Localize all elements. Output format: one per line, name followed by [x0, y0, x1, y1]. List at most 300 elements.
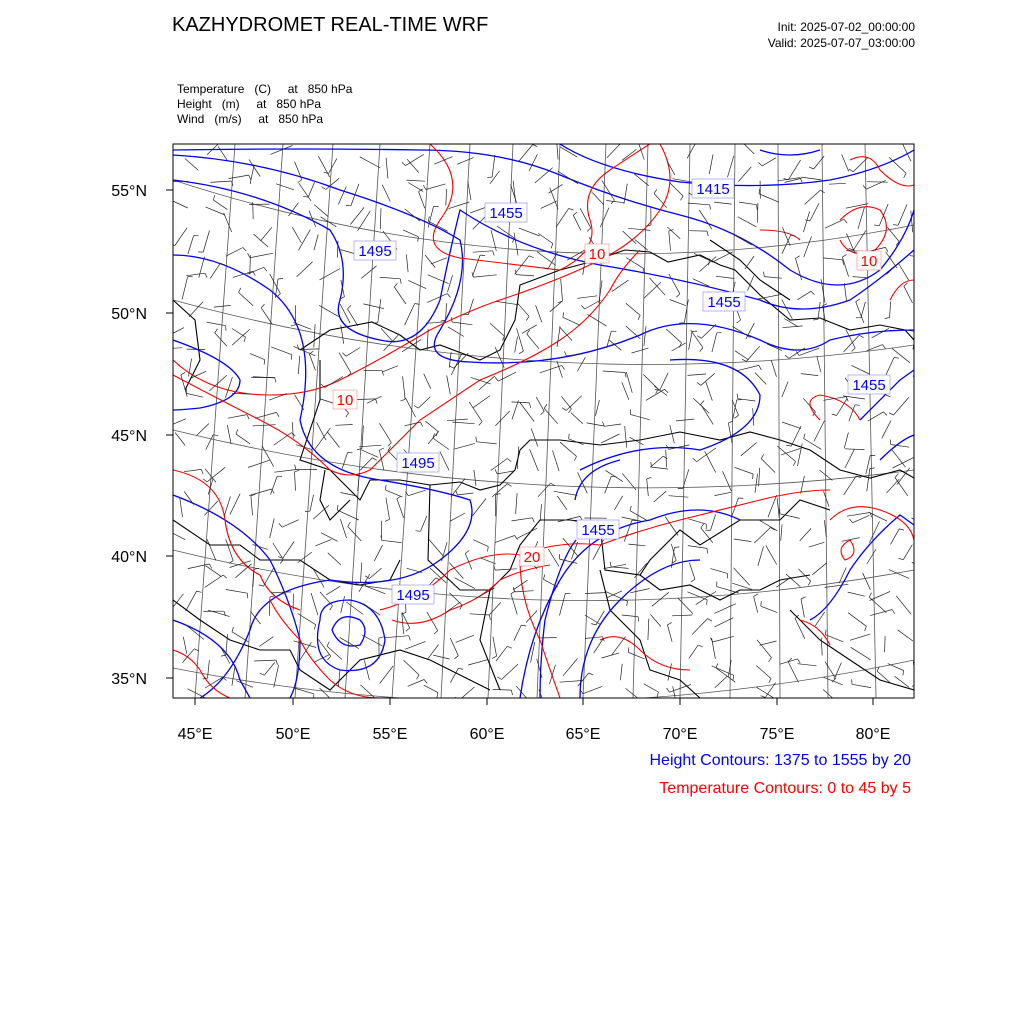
wind-barb	[206, 207, 225, 215]
wind-barb	[530, 449, 539, 471]
wind-barb	[259, 637, 273, 647]
wind-barb	[846, 204, 869, 209]
wind-barb-feather	[544, 404, 547, 408]
wind-barb	[249, 159, 260, 176]
wind-barb-feather	[458, 668, 463, 669]
wind-barb	[473, 396, 490, 408]
wind-barb	[183, 637, 187, 654]
wind-barb	[404, 660, 419, 675]
wind-barb	[558, 171, 578, 184]
wind-barb	[737, 365, 759, 370]
wind-barb-feather	[769, 679, 771, 684]
wind-barb	[454, 443, 475, 449]
wind-barb	[846, 329, 855, 348]
wind-barb-feather	[295, 465, 296, 470]
wind-barb	[250, 164, 254, 184]
wind-barb	[405, 641, 426, 649]
wind-barb-feather	[852, 348, 856, 351]
wind-barb	[648, 619, 649, 640]
wind-barb-feather	[611, 200, 614, 204]
wind-barb	[447, 419, 468, 421]
wind-barb	[913, 357, 923, 377]
wind-barb	[603, 371, 625, 373]
wind-barb-feather	[754, 594, 758, 597]
wind-barb-feather	[519, 351, 523, 354]
wind-barb-feather	[270, 596, 275, 597]
wind-barb	[419, 192, 425, 209]
wind-barb	[342, 453, 347, 469]
wind-barb	[337, 510, 359, 520]
temperature-contour-labels	[333, 244, 881, 566]
wind-barb	[490, 323, 504, 336]
wind-barb	[442, 542, 447, 561]
wind-barb	[837, 398, 848, 415]
wind-barb	[226, 590, 247, 594]
wind-barb	[669, 274, 680, 294]
svg-text:1455: 1455	[489, 205, 523, 222]
wind-barb	[469, 402, 482, 422]
wind-barb-feather	[385, 485, 386, 490]
wind-barb-feather	[903, 671, 904, 676]
wind-barb	[914, 179, 937, 180]
wind-barb-feather	[232, 627, 234, 632]
wind-barb	[853, 515, 870, 523]
wind-barb	[723, 471, 732, 491]
wind-barb	[869, 597, 886, 613]
wind-barb	[207, 539, 216, 560]
wind-barb	[754, 528, 770, 544]
wind-barb	[818, 302, 820, 319]
wind-barb	[845, 449, 865, 450]
height-label-1495-central	[397, 453, 439, 472]
wind-barb-feather	[447, 294, 450, 298]
wind-barb	[397, 499, 404, 518]
wind-barb	[622, 382, 629, 400]
wind-barb-feather	[869, 593, 871, 597]
wind-barb	[606, 470, 623, 481]
wind-barb	[314, 235, 318, 251]
wind-barb	[207, 322, 226, 326]
wind-barb	[669, 496, 689, 498]
wind-barb	[520, 403, 534, 422]
wind-barb	[867, 549, 876, 564]
wind-barb	[361, 266, 376, 279]
wind-barb	[852, 365, 870, 374]
wind-barb	[886, 479, 899, 493]
wind-barb-feather	[348, 522, 351, 526]
wind-barb-feather	[569, 208, 574, 210]
wind-barb	[895, 676, 910, 687]
latitude-labels	[111, 183, 147, 688]
wind-barb	[668, 664, 672, 681]
wind-barb	[626, 372, 632, 393]
wind-barb	[384, 334, 400, 351]
wind-barb-feather	[681, 196, 684, 200]
wind-barb-feather	[260, 673, 265, 675]
wind-barb	[405, 398, 415, 417]
wind-barb-feather	[291, 355, 292, 360]
wind-barb-feather	[708, 619, 712, 622]
wind-barb	[341, 596, 345, 613]
wind-barb	[596, 611, 604, 625]
wind-barb	[628, 228, 650, 230]
lat-label-50: 50°N	[111, 306, 147, 323]
wind-barb-feather	[568, 409, 571, 413]
svg-text:1455: 1455	[707, 294, 741, 311]
wind-barb	[310, 495, 314, 512]
wind-barb	[853, 277, 870, 278]
wind-barb-feather	[663, 456, 667, 459]
wind-barb-feather	[551, 244, 553, 249]
wind-barb	[560, 594, 566, 616]
wind-barb-feather	[693, 458, 697, 461]
wind-barb	[560, 442, 576, 456]
wind-barb	[670, 183, 684, 197]
wind-barb	[699, 210, 712, 229]
wind-barb-feather	[181, 372, 185, 375]
wind-barb-feather	[575, 556, 578, 560]
wind-barb-feather	[276, 660, 277, 665]
wind-barb-feather	[849, 169, 853, 172]
wind-barb	[204, 501, 218, 516]
wind-barb	[480, 558, 496, 564]
wind-barb	[761, 606, 778, 613]
wind-barb	[650, 614, 661, 626]
wind-barb	[804, 236, 812, 257]
wind-barb	[197, 424, 209, 436]
wind-barb	[512, 518, 533, 521]
wind-barb-feather	[277, 412, 280, 416]
wind-barb	[327, 432, 339, 448]
wind-barb-feather	[213, 195, 215, 200]
wind-barb	[236, 434, 250, 444]
wind-barb-feather	[753, 474, 754, 479]
wind-barb-feather	[667, 622, 671, 625]
wind-barb	[607, 591, 622, 598]
wind-barb	[167, 198, 188, 208]
wind-barb	[781, 524, 782, 540]
wind-barb	[701, 324, 716, 338]
temp-label-10-north	[585, 244, 609, 263]
wind-barb	[282, 520, 299, 528]
wind-barb	[262, 446, 274, 467]
wind-barb	[274, 433, 292, 446]
wind-barb	[406, 254, 408, 272]
wind-barb-feather	[346, 413, 349, 417]
wind-barb-feather	[844, 219, 847, 223]
wind-barb-feather	[904, 173, 906, 177]
wind-barb	[385, 490, 402, 497]
wind-barb	[626, 688, 643, 701]
wind-barb	[606, 201, 624, 203]
wind-barb	[199, 257, 205, 278]
wind-barb	[757, 203, 758, 223]
wind-barb	[563, 659, 578, 676]
wind-barb	[728, 423, 732, 443]
wind-barb	[890, 302, 891, 318]
wind-barb	[374, 545, 382, 561]
wind-barb-feather	[507, 459, 511, 462]
wind-barb	[329, 158, 337, 173]
wind-barb-feather	[785, 355, 789, 358]
wind-barb	[229, 175, 249, 179]
wind-barbs	[163, 137, 938, 712]
wind-barb-feather	[379, 448, 384, 450]
wind-barb-feather	[757, 205, 758, 210]
wind-barb	[358, 211, 371, 231]
lon-label-55: 55°E	[372, 726, 408, 743]
wind-barb	[788, 662, 798, 683]
wind-barb-feather	[761, 454, 764, 458]
wind-barb	[514, 233, 518, 256]
wind-barb-feather	[716, 663, 718, 668]
wind-barb	[777, 446, 795, 461]
height-label-1495-south	[392, 585, 434, 604]
wind-barb	[298, 356, 300, 374]
svg-text:1495: 1495	[358, 243, 392, 260]
wind-barb	[548, 184, 562, 193]
wind-barb	[577, 357, 585, 371]
wind-barb-feather	[372, 458, 376, 461]
wind-barb-feather	[674, 547, 679, 548]
wind-barb	[821, 638, 822, 656]
wind-barb-feather	[530, 403, 531, 408]
wind-barb	[624, 520, 632, 541]
wind-barb-feather	[511, 690, 512, 695]
wind-barb-feather	[904, 283, 908, 286]
wind-barb	[715, 676, 727, 688]
wind-barb	[261, 227, 273, 241]
wind-barb-feather	[197, 591, 202, 592]
height-label-1455-south	[577, 520, 619, 539]
wind-barb	[326, 586, 340, 595]
wind-barb-feather	[625, 373, 626, 378]
wind-barb	[850, 634, 870, 640]
wind-barb	[672, 615, 692, 616]
wind-barb	[434, 157, 452, 165]
wind-barb	[180, 497, 183, 517]
lon-label-45: 45°E	[177, 726, 213, 743]
wind-barb	[758, 520, 777, 531]
wind-barb-feather	[562, 408, 566, 411]
wind-barb	[910, 256, 933, 259]
wind-barb	[165, 348, 182, 349]
wind-barb	[433, 438, 449, 449]
wind-barb-feather	[764, 272, 765, 277]
wind-barb-feather	[209, 564, 211, 568]
wind-barb-feather	[899, 558, 904, 559]
wind-barb-feather	[893, 225, 898, 226]
wind-barb-feather	[449, 366, 453, 368]
wind-barb	[714, 202, 731, 204]
wind-barb	[468, 181, 471, 200]
wind-barb	[768, 495, 777, 517]
wind-barb	[186, 393, 203, 397]
wind-barb	[513, 580, 528, 590]
wind-barb	[788, 160, 800, 180]
wind-barb	[812, 563, 827, 575]
lon-label-75: 75°E	[759, 726, 795, 743]
wind-barb-feather	[638, 617, 639, 622]
svg-text:1495: 1495	[396, 587, 430, 604]
wind-barb-feather	[529, 256, 534, 258]
wind-barb	[232, 632, 248, 642]
wind-barb	[511, 594, 517, 615]
wind-barb	[232, 668, 235, 686]
wind-barb-feather	[402, 162, 406, 165]
wind-barb-feather	[856, 299, 860, 302]
wind-barb	[782, 326, 802, 328]
wind-barb	[879, 204, 888, 226]
wind-barb	[427, 329, 428, 350]
wind-barb	[823, 258, 843, 260]
wind-barb-feather	[544, 575, 545, 580]
wind-barb	[406, 180, 425, 181]
wind-barb	[270, 146, 292, 155]
wind-barb	[308, 182, 314, 197]
wind-barb	[844, 476, 857, 495]
wind-barb	[915, 581, 928, 591]
wind-barb	[705, 451, 716, 472]
wind-barb-feather	[937, 180, 938, 185]
wind-barb	[348, 527, 362, 542]
wind-barb	[848, 592, 865, 596]
wind-barb-feather	[394, 283, 397, 287]
wind-barb	[557, 361, 563, 378]
wind-barb	[715, 492, 731, 495]
wind-barb	[431, 258, 447, 264]
wind-barb-feather	[581, 305, 585, 309]
wind-barb	[764, 277, 782, 279]
wind-barb	[175, 228, 187, 246]
height-label-1455-north	[485, 203, 527, 222]
wind-barb-feather	[928, 571, 929, 576]
wind-barb	[271, 476, 278, 494]
wind-barb	[402, 614, 404, 634]
wind-barb	[224, 213, 232, 232]
wind-barb-feather	[385, 519, 390, 521]
wind-barb	[600, 208, 609, 228]
wind-barb-feather	[357, 449, 362, 450]
wind-barb-feather	[737, 394, 738, 399]
wind-barb	[325, 377, 343, 388]
wind-barb	[759, 468, 760, 486]
wind-barb	[622, 149, 636, 160]
wind-barb	[810, 203, 819, 221]
map-title: KAZHYDROMET REAL-TIME WRF	[172, 14, 489, 36]
wind-barb	[814, 421, 825, 442]
wind-barb-feather	[254, 568, 259, 569]
wind-barb-feather	[811, 291, 815, 295]
wind-barb	[449, 593, 462, 605]
wind-barb	[843, 335, 859, 352]
wind-barb	[450, 513, 465, 521]
wind-barb-feather	[657, 692, 658, 697]
wind-barb-feather	[562, 365, 565, 369]
wind-barb	[630, 589, 649, 593]
wind-barb-feather	[400, 399, 405, 401]
wind-barb	[299, 230, 311, 251]
wind-barb	[498, 372, 516, 381]
wind-barb	[338, 670, 340, 686]
wind-barb	[594, 639, 604, 654]
wind-barb	[320, 269, 341, 280]
wind-barb	[386, 498, 390, 520]
wind-barb-feather	[424, 680, 427, 684]
wind-barb	[625, 426, 627, 448]
wind-barb	[852, 684, 871, 687]
wind-barb	[678, 598, 693, 614]
wind-barb	[573, 215, 581, 230]
wind-barb	[563, 317, 580, 325]
wind-barb	[239, 292, 254, 305]
wind-barb	[893, 457, 914, 468]
wind-barb	[596, 400, 600, 416]
wind-barb	[800, 528, 811, 541]
wind-barb-feather	[769, 658, 772, 662]
wind-barb-feather	[630, 506, 631, 511]
wind-barb	[495, 569, 517, 570]
wind-barb	[249, 489, 271, 496]
wind-barb	[670, 300, 686, 306]
wind-barb	[741, 443, 757, 456]
wind-barb	[738, 167, 751, 182]
wind-barb	[492, 484, 507, 497]
wind-barb	[382, 540, 402, 542]
wind-barb-feather	[627, 601, 628, 606]
wind-barb	[489, 602, 500, 614]
wind-barb-feather	[456, 490, 458, 495]
wind-barb	[232, 394, 250, 395]
wind-barb	[250, 353, 265, 359]
wind-barb	[519, 228, 540, 236]
svg-text:20: 20	[523, 549, 541, 566]
wind-barb	[712, 333, 717, 352]
wind-barb	[701, 404, 714, 424]
wind-barb-feather	[742, 359, 747, 361]
lat-label-55: 55°N	[111, 183, 147, 200]
wind-barb	[710, 569, 727, 574]
wind-barb-feather	[205, 273, 207, 278]
wind-barb	[450, 638, 458, 656]
wind-barb-feather	[532, 518, 534, 523]
wind-barb	[886, 357, 894, 374]
svg-text:1455: 1455	[581, 522, 615, 539]
wind-barb	[689, 331, 693, 349]
wind-barb	[667, 161, 675, 175]
wind-barb-feather	[691, 579, 695, 582]
wind-barb	[688, 546, 707, 549]
wind-barb	[426, 184, 446, 190]
wind-barb	[761, 459, 775, 473]
wind-barb-feather	[515, 536, 518, 540]
wind-barb-feather	[832, 414, 837, 416]
variable-temperature: Temperature (C) at 850 hPa	[177, 82, 353, 96]
wind-barb	[817, 356, 821, 372]
wind-barb-feather	[376, 399, 378, 404]
wind-barb	[759, 641, 776, 645]
wind-barb-feather	[564, 351, 566, 356]
wind-barb	[892, 450, 906, 467]
wind-barb	[583, 686, 602, 693]
wind-barb	[762, 158, 776, 166]
wind-barb-feather	[759, 163, 763, 167]
wind-barb	[227, 425, 231, 444]
wind-barb	[735, 351, 749, 360]
wind-barb	[756, 666, 771, 679]
svg-text:1415: 1415	[696, 181, 730, 198]
wind-barb-feather	[883, 412, 887, 416]
